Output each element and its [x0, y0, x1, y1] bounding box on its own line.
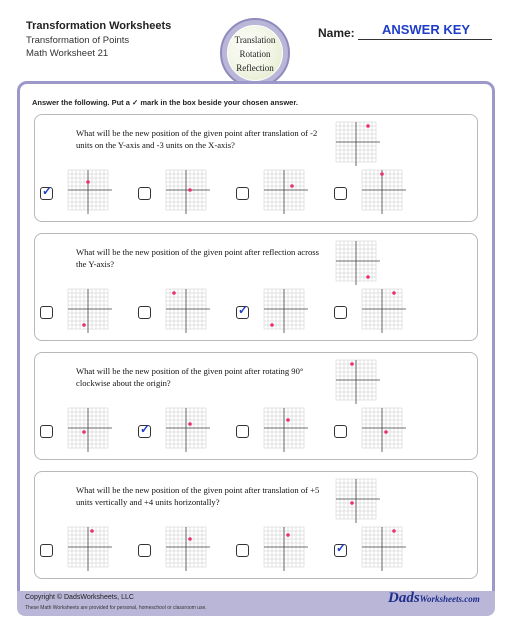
plotted-point	[380, 172, 384, 176]
given-point-grid	[335, 478, 381, 524]
answer-checkbox[interactable]	[334, 306, 347, 319]
plotted-point	[392, 529, 396, 533]
disclaimer: These Math Worksheets are provided for personal, homeschool or classroom use.	[25, 605, 207, 611]
site-logo-text: Dads	[388, 590, 420, 606]
question-text: What will be the new position of the given point after translation of -2 units on the Y-axis and -3 units on the X-axis?	[76, 128, 318, 150]
answer-option-grid	[263, 407, 309, 453]
plotted-point	[290, 184, 294, 188]
answer-option-grid	[165, 169, 211, 215]
plotted-point	[82, 430, 86, 434]
answer-option-grid	[361, 288, 407, 334]
check-mark-icon: ✓	[140, 422, 151, 436]
plotted-point	[82, 323, 86, 327]
worksheet-number: Math Worksheet 21	[26, 48, 109, 59]
plotted-point	[350, 362, 354, 366]
plotted-point	[286, 418, 290, 422]
check-mark-icon: ✓	[336, 541, 347, 555]
answer-checkbox[interactable]	[138, 306, 151, 319]
answer-option-grid	[165, 526, 211, 572]
question-card	[34, 114, 478, 222]
badge-line-translation: Translation	[234, 35, 276, 45]
question-card	[34, 352, 478, 460]
answer-option-grid	[67, 407, 113, 453]
answer-option-grid	[67, 288, 113, 334]
worksheet-subtitle: Transformation of Points	[26, 35, 130, 46]
answer-checkbox[interactable]	[138, 544, 151, 557]
question-text: What will be the new position of the given point after translation of +5 units vertically and +4 units horizontally?	[76, 485, 320, 507]
given-point-grid	[335, 240, 381, 286]
plotted-point	[350, 501, 354, 505]
answer-option-grid	[263, 169, 309, 215]
site-logo-text-2: Worksheets.com	[419, 594, 480, 604]
answer-checkbox[interactable]	[138, 187, 151, 200]
plotted-point	[90, 529, 94, 533]
answer-checkbox[interactable]	[334, 187, 347, 200]
check-mark-icon: ✓	[42, 184, 53, 198]
answer-checkbox[interactable]	[138, 422, 151, 438]
plotted-point	[86, 180, 90, 184]
question-text: What will be the new position of the given point after reflection across the Y-axis?	[76, 247, 319, 269]
answer-option-grid	[67, 169, 113, 215]
answer-option-grid	[361, 526, 407, 572]
worksheet-title: Transformation Worksheets	[26, 20, 172, 32]
plotted-point	[188, 537, 192, 541]
question-card	[34, 471, 478, 579]
answer-checkbox[interactable]	[236, 187, 249, 200]
plotted-point	[188, 422, 192, 426]
given-point-grid	[335, 359, 381, 405]
answer-option-grid	[165, 288, 211, 334]
answer-checkbox[interactable]	[40, 425, 53, 438]
answer-option-grid	[67, 526, 113, 572]
instructions: Answer the following. Put a ✓ mark in the box beside your chosen answer.	[32, 98, 298, 107]
answer-checkbox[interactable]	[40, 544, 53, 557]
plotted-point	[286, 533, 290, 537]
answer-checkbox[interactable]	[40, 184, 53, 200]
answer-checkbox[interactable]	[40, 306, 53, 319]
topic-badge	[220, 18, 290, 88]
badge-line-reflection: Reflection	[236, 63, 274, 73]
plotted-point	[172, 291, 176, 295]
check-mark-icon: ✓	[238, 303, 249, 317]
name-label: Name:	[318, 26, 355, 40]
answer-checkbox[interactable]	[334, 425, 347, 438]
plotted-point	[188, 188, 192, 192]
answer-option-grid	[263, 526, 309, 572]
answer-checkbox[interactable]	[236, 425, 249, 438]
plotted-point	[366, 124, 370, 128]
answer-option-grid	[263, 288, 309, 334]
answer-checkbox[interactable]	[334, 541, 347, 557]
question-text: What will be the new position of the given point after rotating 90° clockwise about the origin?	[76, 366, 304, 388]
question-card	[34, 233, 478, 341]
plotted-point	[392, 291, 396, 295]
answer-checkbox[interactable]	[236, 303, 249, 319]
answer-option-grid	[165, 407, 211, 453]
plotted-point	[384, 430, 388, 434]
answer-option-grid	[361, 169, 407, 215]
name-underline	[358, 39, 492, 40]
name-value: ANSWER KEY	[381, 22, 471, 37]
site-logo	[388, 590, 488, 610]
given-point-grid	[335, 121, 381, 167]
copyright: Copyright © DadsWorksheets, LLC	[25, 594, 134, 601]
answer-option-grid	[361, 407, 407, 453]
plotted-point	[270, 323, 274, 327]
plotted-point	[366, 275, 370, 279]
answer-checkbox[interactable]	[236, 544, 249, 557]
badge-line-rotation: Rotation	[239, 49, 271, 59]
